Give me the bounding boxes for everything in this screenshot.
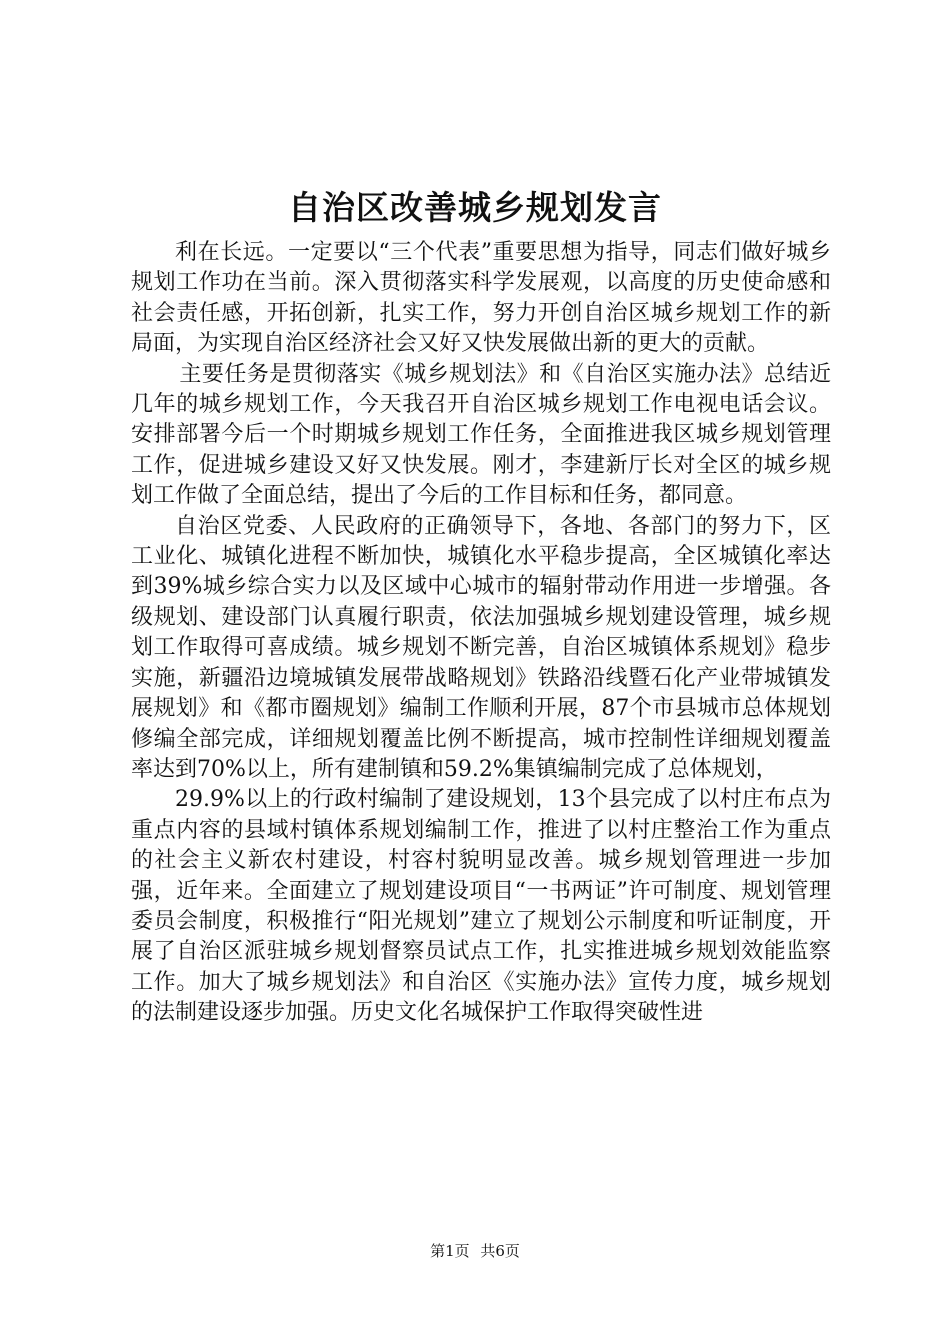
document-body [131,238,831,1029]
page-footer [0,1241,950,1261]
paragraph-3: 自治区党委、人民政府的正确领导下，各地、各部门的努力下，区工业化、城镇化进程不断加快，城镇化水平稳步提高，全区城镇化率达到39%城乡综合实力以及区域中心城市的辐射带动作用进一步增强。各级规划、建设部门认真履行职责，依法加强城乡规划建设管理，城乡规划工作取得可喜成绩。城乡规划不断完善，自治区城镇体系规划》稳步实施，新疆沿边境城镇发展带战略规划》铁路沿线暨石化产业带城镇发展规划》和《都市圈规划》编制工作顺利开展，87个市县城市总体规划修编全部完成，详细规划覆盖比例不断提高，城市控制性详细规划覆盖率达到70%以上，所有建制镇和59.2%集镇编制完成了总体规划， [131,513,831,782]
page-total: 共6页 [480,1242,520,1260]
paragraph-4: 29.9%以上的行政村编制了建设规划，13个县完成了以村庄布点为重点内容的县域村镇体系规划编制工作，推进了以村庄整治工作为重点的社会主义新农村建设，村容村貌明显改善。城乡规划管理进一步加强，近年来。全面建立了规划建设项目“一书两证”许可制度、规划管理委员会制度，积极推行“阳光规划”建立了规划公示制度和听证制度，开展了自治区派驻城乡规划督察员试点工作，扎实推进城乡规划效能监察工作。加大了城乡规划法》和自治区《实施办法》宣传力度，城乡规划的法制建设逐步加强。历史文化名城保护工作取得突破性进 [131,787,831,1026]
page-number: 第1页 [430,1242,470,1260]
paragraph-2: 主要任务是贯彻落实《城乡规划法》和《自治区实施办法》总结近几年的城乡规划工作，今天我召开自治区城乡规划工作电视电话会议。安排部署今后一个时期城乡规划工作任务，全面推进我区城乡规划管理工作，促进城乡建设又好又快发展。刚才，李建新厅长对全区的城乡规划工作做了全面总结，提出了今后的工作目标和任务，都同意。 [131,361,831,509]
document-title: 自治区改善城乡规划发言 [288,188,662,227]
paragraph-1: 利在长远。一定要以“三个代表”重要思想为指导，同志们做好城乡规划工作功在当前。深入贯彻落实科学发展观，以高度的历史使命感和社会责任感，开拓创新，扎实工作，努力开创自治区城乡规划工作的新局面，为实现自治区经济社会又好又快发展做出新的更大的贡献。 [131,240,831,357]
